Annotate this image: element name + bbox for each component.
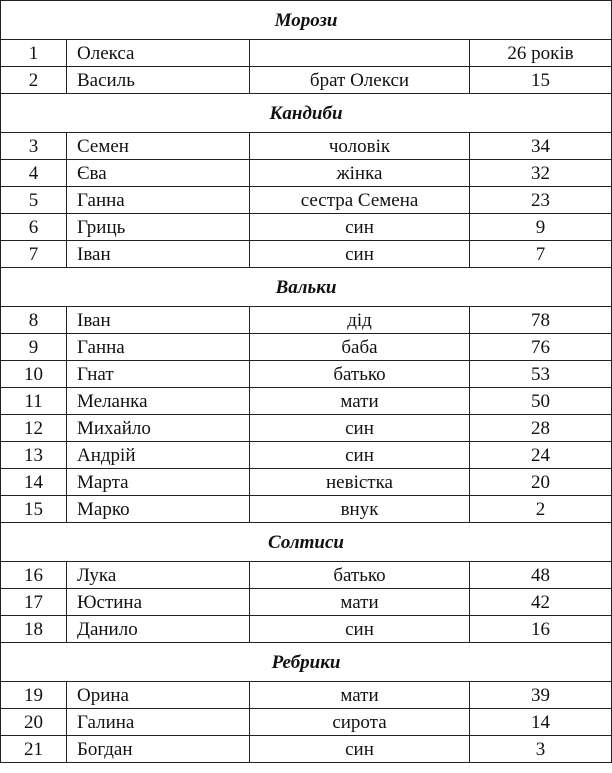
person-age: 16 xyxy=(470,616,612,643)
family-name: Вальки xyxy=(1,268,612,307)
row-number: 9 xyxy=(1,334,67,361)
person-name: Олекса xyxy=(67,40,250,67)
table-row xyxy=(1,361,612,388)
table-row xyxy=(1,40,612,67)
person-relation: невістка xyxy=(250,469,470,496)
family-name: Морози xyxy=(1,1,612,40)
person-name: Данило xyxy=(67,616,250,643)
person-age: 26 років xyxy=(470,40,612,67)
person-name: Іван xyxy=(67,241,250,268)
person-age: 28 xyxy=(470,415,612,442)
family-table-body xyxy=(1,1,612,763)
person-name: Андрій xyxy=(67,442,250,469)
person-age: 3 xyxy=(470,736,612,763)
table-row xyxy=(1,562,612,589)
row-number: 11 xyxy=(1,388,67,415)
row-number: 7 xyxy=(1,241,67,268)
family-name: Солтиси xyxy=(1,523,612,562)
person-age: 2 xyxy=(470,496,612,523)
person-age: 7 xyxy=(470,241,612,268)
person-relation: мати xyxy=(250,589,470,616)
person-name: Юстина xyxy=(67,589,250,616)
row-number: 8 xyxy=(1,307,67,334)
row-number: 4 xyxy=(1,160,67,187)
table-row xyxy=(1,442,612,469)
table-row xyxy=(1,415,612,442)
table-row xyxy=(1,709,612,736)
table-row xyxy=(1,469,612,496)
table-row xyxy=(1,589,612,616)
row-number: 17 xyxy=(1,589,67,616)
person-age: 9 xyxy=(470,214,612,241)
table-row xyxy=(1,388,612,415)
table-row xyxy=(1,160,612,187)
person-name: Гриць xyxy=(67,214,250,241)
person-relation: дід xyxy=(250,307,470,334)
person-relation: чоловік xyxy=(250,133,470,160)
person-name: Михайло xyxy=(67,415,250,442)
person-age: 20 xyxy=(470,469,612,496)
person-name: Марта xyxy=(67,469,250,496)
person-name: Іван xyxy=(67,307,250,334)
person-name: Меланка xyxy=(67,388,250,415)
row-number: 19 xyxy=(1,682,67,709)
person-relation: батько xyxy=(250,361,470,388)
person-age: 24 xyxy=(470,442,612,469)
row-number: 18 xyxy=(1,616,67,643)
table-row xyxy=(1,682,612,709)
person-age: 78 xyxy=(470,307,612,334)
person-relation: внук xyxy=(250,496,470,523)
person-relation: сирота xyxy=(250,709,470,736)
row-number: 20 xyxy=(1,709,67,736)
person-age: 53 xyxy=(470,361,612,388)
family-group-header xyxy=(1,523,612,562)
row-number: 14 xyxy=(1,469,67,496)
row-number: 2 xyxy=(1,67,67,94)
person-name: Орина xyxy=(67,682,250,709)
person-relation: син xyxy=(250,442,470,469)
person-relation: син xyxy=(250,616,470,643)
person-relation xyxy=(250,40,470,67)
person-relation: мати xyxy=(250,682,470,709)
family-group-header xyxy=(1,643,612,682)
person-age: 39 xyxy=(470,682,612,709)
family-name: Кандиби xyxy=(1,94,612,133)
person-age: 42 xyxy=(470,589,612,616)
person-relation: жінка xyxy=(250,160,470,187)
row-number: 13 xyxy=(1,442,67,469)
table-row xyxy=(1,67,612,94)
row-number: 5 xyxy=(1,187,67,214)
table-row xyxy=(1,496,612,523)
family-group-header xyxy=(1,94,612,133)
table-row xyxy=(1,133,612,160)
person-relation: сестра Семена xyxy=(250,187,470,214)
table-row xyxy=(1,187,612,214)
person-name: Галина xyxy=(67,709,250,736)
person-relation: син xyxy=(250,736,470,763)
person-relation: син xyxy=(250,415,470,442)
person-name: Семен xyxy=(67,133,250,160)
table-row xyxy=(1,736,612,763)
person-name: Гнат xyxy=(67,361,250,388)
person-age: 32 xyxy=(470,160,612,187)
person-relation: батько xyxy=(250,562,470,589)
person-age: 23 xyxy=(470,187,612,214)
table-row xyxy=(1,307,612,334)
person-name: Лука xyxy=(67,562,250,589)
row-number: 21 xyxy=(1,736,67,763)
person-age: 50 xyxy=(470,388,612,415)
row-number: 6 xyxy=(1,214,67,241)
person-relation: мати xyxy=(250,388,470,415)
family-group-header xyxy=(1,1,612,40)
person-relation: баба xyxy=(250,334,470,361)
person-age: 14 xyxy=(470,709,612,736)
person-age: 48 xyxy=(470,562,612,589)
person-relation: син xyxy=(250,214,470,241)
person-name: Ганна xyxy=(67,334,250,361)
person-relation: брат Олекси xyxy=(250,67,470,94)
person-age: 34 xyxy=(470,133,612,160)
table-row xyxy=(1,214,612,241)
table-row xyxy=(1,241,612,268)
person-name: Марко xyxy=(67,496,250,523)
person-name: Василь xyxy=(67,67,250,94)
person-name: Ганна xyxy=(67,187,250,214)
person-name: Богдан xyxy=(67,736,250,763)
row-number: 12 xyxy=(1,415,67,442)
row-number: 10 xyxy=(1,361,67,388)
person-age: 76 xyxy=(470,334,612,361)
table-row xyxy=(1,616,612,643)
family-name: Ребрики xyxy=(1,643,612,682)
person-name: Єва xyxy=(67,160,250,187)
person-age: 15 xyxy=(470,67,612,94)
person-relation: син xyxy=(250,241,470,268)
table-row xyxy=(1,334,612,361)
row-number: 3 xyxy=(1,133,67,160)
row-number: 16 xyxy=(1,562,67,589)
family-group-header xyxy=(1,268,612,307)
row-number: 1 xyxy=(1,40,67,67)
row-number: 15 xyxy=(1,496,67,523)
